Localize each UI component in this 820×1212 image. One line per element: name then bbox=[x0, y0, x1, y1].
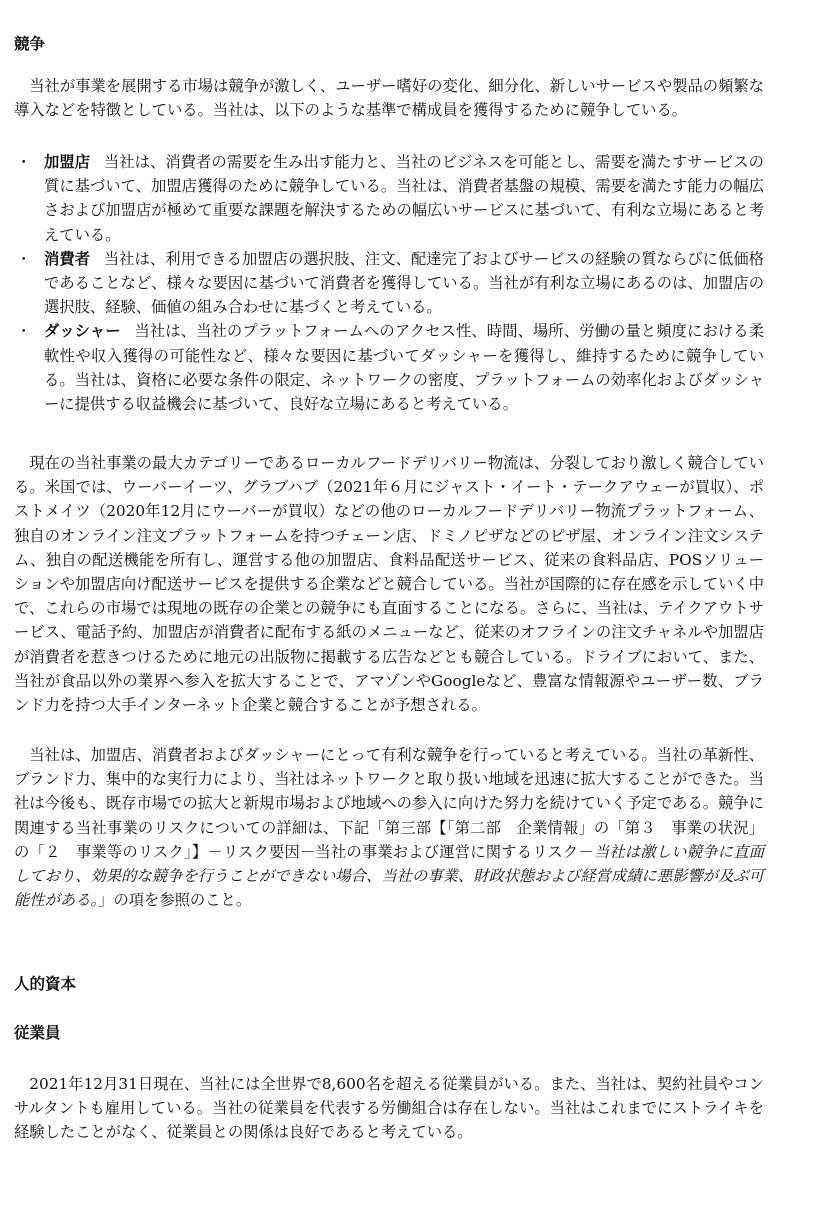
bullet-term-consumers: 消費者 bbox=[44, 249, 91, 268]
employees-heading: 従業員 bbox=[14, 1024, 61, 1042]
bullet-text-dashers: 当社は、当社のプラットフォームへのアクセス性、時間、場所、労働の量と頻度における柔軟性や収入獲得の可能性など、様々な要因に基づいてダッシャーを獲得し、維持するために競争している。当社は、資格に必要な条件の限定、ネットワークの密度、プラットフォームの効率化およびダッシャーに提供する収益機会に基づいて、良好な立場にあると考えている。 bbox=[44, 322, 764, 414]
bullet-term-dashers: ダッシャー bbox=[44, 322, 121, 341]
bullet-text-merchants: 当社は、消費者の需要を生み出す能力と、当社のビジネスを可能とし、需要を満たすサービスの質に基づいて、加盟店獲得のために競争している。当社は、消費者基盤の規模、需要を満たす能力の幅広さおよび加盟店が極めて重要な課題を解決するための幅広いサービスに基づいて、有利な立場にあると考えている。 bbox=[44, 153, 764, 244]
competition-bullet-list bbox=[14, 150, 764, 416]
bullet-merchants bbox=[14, 150, 764, 247]
bullet-dashers bbox=[14, 319, 764, 416]
bullet-mark: ・ bbox=[16, 322, 32, 341]
competition-landscape-paragraph: 現在の当社事業の最大カテゴリーであるローカルフードデリバリー物流は、分裂しており激しく競合している。米国では、ウーバーイーツ、グラブハブ（2021年６月にジャスト・イート・テークアウェーが買収）、ポストメイツ（2020年12月にウーバーが買収）などの他のローカルフードデリバリー物流プラットフォーム、独自のオンライン注文プラットフォームを持つチェーン店、ドミノピザなどのピザ屋、オンライン注文システム、独自の配送機能を所有し、運営する他の加盟店、食料品配送サービス、従来の食料品店、POSソリューションや加盟店向け配送サービスを提供する企業などと競合している。当社が国際的に存在感を示していく中で、これらの市場では現地の既存の企業との競争にも直面することになる。さらに、当社は、テイクアウトサービス、電話予約、加盟店が消費者に配布する紙のメニューなど、従来のオフラインの注文チャネルや加盟店が消費者を惹きつけるために地元の出版物に掲載する広告などとも競合している。ドライブにおいて、また、当社が食品以外の業界へ参入を拡大することで、アマゾンやGoogleなど、豊富な情報源やユーザー数、ブランド力を持つ大手インターネット企業と競合することが予想される。 bbox=[14, 454, 764, 715]
competition-intro-paragraph: 当社が事業を展開する市場は競争が激しく、ユーザー嗜好の変化、細分化、新しいサービスや製品の頻繁な導入などを特徴としている。当社は、以下のような基準で構成員を獲得するために競争している。 bbox=[14, 77, 764, 120]
competition-position-paragraph bbox=[14, 743, 764, 912]
position-text-end: 」の項を参照のこと。 bbox=[98, 891, 252, 910]
position-text: 当社は、加盟店、消費者およびダッシャーにとって有利な競争を行っていると考えている。当社の革新性、ブランド力、集中的な実行力により、当社はネットワークと取り扱い地域を迅速に拡大することができた。当社は今後も、既存市場での拡大と新規市場および地域への参入に向けた努力を続けていく予定である。競争に関連する当社事業のリスクについての詳細は、下記「第三部【「第二部 企業情報」の「第３ 事業の状況」の「２ 事業等のリスク」】－リスク要因－当社の事業および運営に関するリスク－ bbox=[14, 746, 764, 861]
bullet-mark: ・ bbox=[16, 153, 32, 171]
bullet-text-consumers: 当社は、利用できる加盟店の選択肢、注文、配達完了およびサービスの経験の質ならびに低価格であることなど、様々な要因に基づいて消費者を獲得している。当社が有利な立場にあるのは、加盟店の選択肢、経験、価値の組み合わせに基づくと考えている。 bbox=[44, 249, 764, 317]
human-capital-heading: 人的資本 bbox=[14, 975, 77, 993]
bullet-term-merchants: 加盟店 bbox=[44, 153, 91, 171]
bullet-mark: ・ bbox=[16, 249, 32, 268]
employees-paragraph: 2021年12月31日現在、当社には全世界で8,600名を超える従業員がいる。また、当社は、契約社員やコンサルタントも雇用している。当社の従業員を代表する労働組合は存在しない。当社はこれまでにストライキを経験したことがなく、従業員との関係は良好であると考えている。 bbox=[14, 1075, 764, 1142]
bullet-consumers bbox=[14, 247, 764, 320]
risk-factor-title: 当社は激しい競争に直面しており、効果的な競争を行うことができない場合、当社の事業、財政状態および経営成績に悪影響が及ぶ可能性がある。 bbox=[14, 842, 764, 910]
competition-heading: 競争 bbox=[14, 35, 46, 53]
